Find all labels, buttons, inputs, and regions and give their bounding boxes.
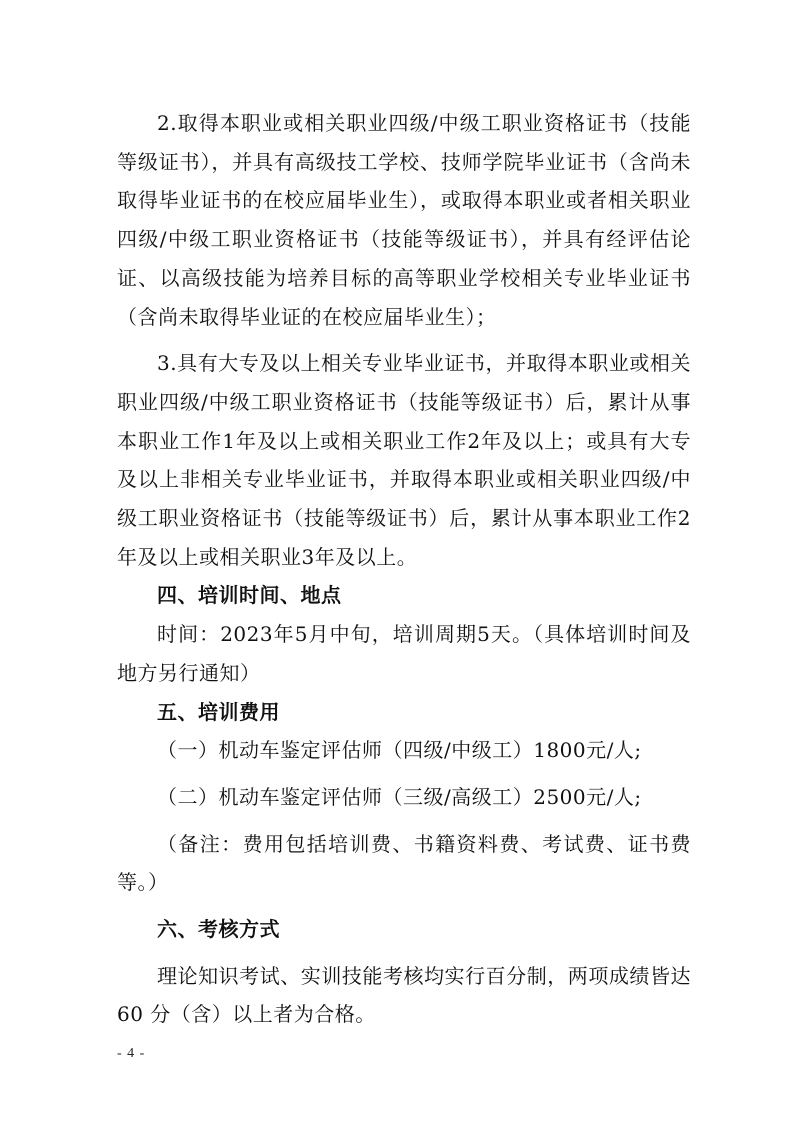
paragraph-fee-level-4: （一）机动车鉴定评估师（四级/中级工）1800元/人; (157, 738, 642, 763)
page-number: - 4 - (117, 1046, 146, 1061)
paragraph-fee-level-3: （二）机动车鉴定评估师（三级/高级工）2500元/人; (157, 784, 642, 809)
paragraph-fee-note: （备注：费用包括培训费、书籍资料费、考试费、证书费等。） (117, 831, 691, 895)
paragraph-assessment: 理论知识考试、实训技能考核均实行百分制，两项成绩皆达 60 分（含）以上者为合格。 (117, 963, 691, 1027)
heading-training-fees: 五、培训费用 (157, 699, 280, 724)
heading-assessment-method: 六、考核方式 (157, 917, 280, 942)
paragraph-requirement-2: 2.取得本职业或相关职业四级/中级工职业资格证书（技能等级证书），并具有高级技工学校、技师学院毕业证书（含尚未取得毕业证书的在校应届毕业生），或取得本职业或者相关职业四级/中级工职业资格证书（技能等级证书），并具有经评估论证、以高级技能为培养目标的高等职业学校相关专业毕业证书（含尚未取得毕业证的在校应届毕业生）； (117, 111, 691, 329)
document-body (117, 104, 691, 1034)
heading-training-time-place: 四、培训时间、地点 (157, 583, 342, 608)
paragraph-requirement-3: 3.具有大专及以上相关专业毕业证书，并取得本职业或相关职业四级/中级工职业资格证书（技能等级证书）后，累计从事本职业工作1年及以上或相关职业工作2年及以上；或具有大专及以上非相关专业毕业证书，并取得本职业或相关职业四级/中级工职业资格证书（技能等级证书）后，累计从事本职业工作2年及以上或相关职业3年及以上。 (117, 351, 691, 569)
paragraph-training-time: 时间：2023年5月中旬，培训周期5天。（具体培训时间及地方另行通知） (117, 622, 691, 685)
